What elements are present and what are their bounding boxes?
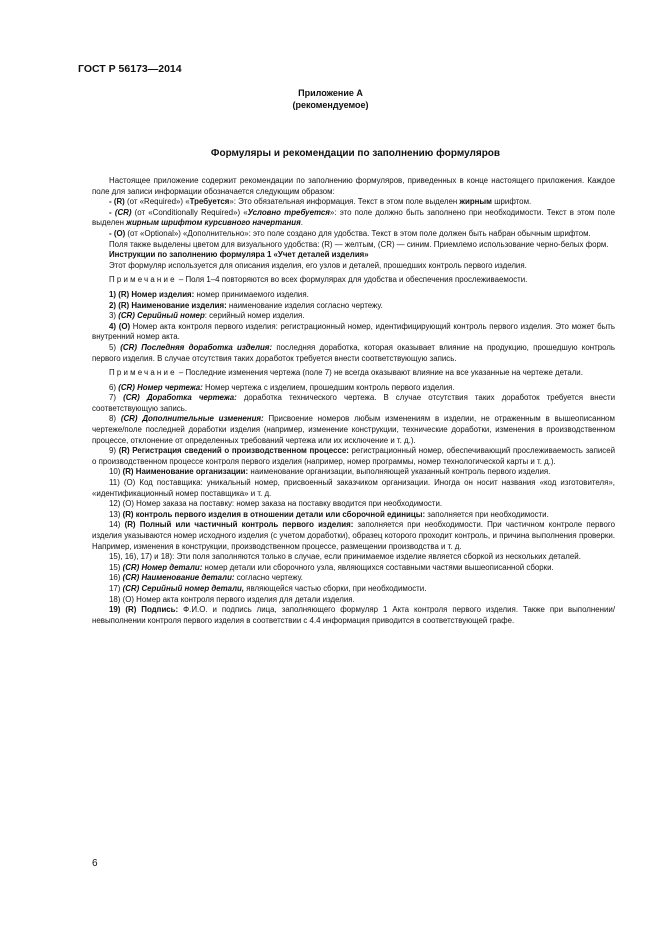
text: номер детали или сборочного узла, являющихся составными частями вышеописанной сборки. [202, 562, 554, 572]
field-code: (R) Полный или частичный контроль первого изделия: [124, 520, 354, 530]
field-code: 4) (O) [109, 321, 131, 331]
field-15 [92, 563, 615, 574]
field-19 [92, 605, 615, 626]
annex-label: Приложение А [298, 88, 363, 98]
text: заполняется при необходимости. При частичном контроле первого изделия указываются номер исходного изделия (с учетом доработки), образец которого проходит контроль, и причина выполнения проверки. Например, изменения в конструкции, производственном процессе, размещении производства и т. д. [92, 520, 615, 551]
text: 7) [109, 393, 124, 403]
legend-conditional [92, 208, 615, 229]
field-12: 12) (O) Номер заказа на поставку: номер заказа на поставку вводится при необходимости. [109, 499, 443, 509]
text: (от «Required») « [124, 197, 190, 207]
text: Номер чертежа с изделием, прошедшим контроль первого изделия. [202, 382, 455, 392]
text: 17) [109, 583, 123, 593]
section-title: Формуляры и рекомендации по заполнению формуляров [210, 148, 501, 159]
legend-optional [92, 229, 615, 240]
bold-word: жирным [459, 197, 493, 207]
text: »: Это обязательная информация. Текст в этом поле выделен [229, 197, 460, 207]
text: – Последние изменения чертежа (поле 7) не всегда оказывают влияние на все указанные на чертеже детали. [176, 368, 583, 378]
form1-description: Этот формуляр используется для описания изделия, его узлов и деталей, прошедших контроль первого изделия. [109, 260, 527, 270]
text: номер принимаемого изделия. [194, 289, 309, 299]
text: доработка технического чертежа. В случае отсутствия таких доработок требуется внести соответствующую запись. [92, 393, 615, 413]
field-code: (CR) Наименование детали: [122, 573, 235, 583]
text: (от «Optional») «Дополнительно»: это поле создано для удобства. Текст в этом поле должен быть набран обычным шрифтом. [125, 228, 591, 238]
text: заполняется при необходимости. [425, 509, 549, 519]
field-code: (CR) Номер чертежа: [118, 382, 203, 392]
text: »: это поле должно быть заполнено при необходимости. Текст в этом поле выделен [92, 207, 616, 228]
field-code: 1) (R) Номер изделия: [109, 289, 195, 299]
text: наименование организации, выполняющей указанный контроль первого изделия. [248, 467, 551, 477]
term-required: Требуется [189, 197, 230, 207]
color-note: Поля также выделены цветом для визуального удобства: (R) — желтым, (CR) — синим. Приемлемо использование черно-белых форм. [109, 239, 609, 249]
note-1 [92, 275, 615, 286]
text: 8) [109, 414, 121, 424]
text: – Поля 1–4 повторяются во всех формулярах для удобства и обеспечения прослеживаемости. [176, 275, 528, 285]
field-9 [92, 446, 615, 467]
field-5 [92, 343, 615, 364]
text: 3) [109, 311, 119, 321]
note-label: Примечание [109, 275, 177, 285]
field-1 [92, 290, 615, 301]
text: 16) [109, 573, 123, 583]
field-code: (CR) Номер детали: [122, 562, 203, 572]
code-cr: - (CR) [109, 207, 132, 217]
page-number: 6 [92, 858, 98, 869]
text: 6) [109, 382, 119, 392]
field-18: 18) (O) Номер акта контроля первого изделия для детали изделия. [109, 594, 355, 604]
code-o: - (O) [109, 228, 126, 238]
legend-required [92, 197, 615, 208]
field-3 [92, 311, 615, 322]
text: регистрационный номер, обеспечивающий прослеживаемость записей о производственном процессе контроля первого изделия (например, номер программы, номер технологической карты и т. д.). [92, 446, 615, 466]
field-code: (CR) Доработка чертежа: [123, 393, 237, 403]
field-11: 11) (O) Код поставщика: уникальный номер, присвоенный заказчиком организации. Иногда он носит названия «код изготовителя», «идентификационный номер поставщика» и т. д. [92, 478, 615, 498]
text: 9) [109, 446, 119, 456]
field-code: (R) Наименование организации: [122, 467, 249, 477]
text: 5) [109, 342, 121, 352]
field-code: (CR) Дополнительные изменения: [120, 414, 264, 424]
bold-italic-words: жирным шрифтом курсивного начертания [126, 218, 301, 228]
field-14 [92, 520, 615, 552]
text: шрифтом. [492, 197, 532, 207]
field-2 [92, 301, 615, 312]
term-conditional: Условно требуется [247, 207, 330, 217]
form1-heading: Инструкции по заполнению формуляра 1 «Учет деталей изделия» [109, 250, 369, 260]
field-8 [92, 414, 615, 446]
text: 10) [109, 467, 123, 477]
field-13 [92, 510, 615, 521]
field-7 [92, 393, 615, 414]
field-10 [92, 467, 615, 478]
note-label: Примечание [109, 368, 177, 378]
text: 14) [109, 520, 125, 530]
field-code: (R) контроль первого изделия в отношении детали или сборочной единицы: [122, 509, 426, 519]
text: . [300, 218, 303, 228]
text: : серийный номер изделия. [204, 311, 305, 321]
code-r: - (R) [109, 197, 125, 207]
field-code: 19) (R) Подпись: [109, 605, 179, 615]
field-code: (CR) Серийный номер [118, 311, 205, 321]
field-16 [92, 573, 615, 584]
note-2 [92, 368, 615, 379]
text: наименование изделия согласно чертежу. [226, 300, 383, 310]
field-code: (CR) Серийный номер детали, [122, 583, 245, 593]
document-number: ГОСТ Р 56173—2014 [78, 63, 182, 75]
field-code: (CR) Последняя доработка изделия: [120, 342, 273, 352]
field-4 [92, 322, 615, 343]
field-17 [92, 584, 615, 595]
text: Ф.И.О. и подпись лица, заполняющего формуляр 1 Акта контроля первого изделия. Также при выполнении/невыполнении контроля первого изделия в соответствии с 4.4 информация приводится в соответствующей графе. [92, 605, 616, 625]
fields-15-18-note: 15), 16), 17) и 18): Эти поля заполняются только в случае, если принимаемое изделие является сборкой из нескольких деталей. [109, 552, 581, 562]
text: последняя доработка, которая оказывает влияние на продукцию, прошедшую контроль первого изделия. В случае отсутствия таких доработок требуется внести соответствующую запись. [92, 342, 616, 363]
text: согласно чертежу. [234, 573, 303, 583]
annex-status: (рекомендуемое) [292, 100, 369, 110]
document-body [92, 176, 615, 626]
field-code: (R) Регистрация сведений о производственном процессе: [118, 446, 349, 456]
field-code: 2) (R) Наименование изделия: [109, 300, 227, 310]
intro-paragraph: Настоящее приложение содержит рекомендации по заполнению формуляров, приведенных в конце настоящего приложения. Каждое поле для записи информации обозначается следующим образом: [92, 176, 615, 196]
text: Присвоение номеров любым изменениям в изделии, не отраженным в вышеописанном чертеже/поле последней доработки изделия (например, изменение конструкции, технические доработки, изменения в производственном процессе, отклонение от определенных требований чертежа или их исключение и т. д.). [92, 414, 615, 445]
text: Номер акта контроля первого изделия: регистрационный номер, идентифицирующий контроль первого изделия. Это может быть внутренний номер акта. [92, 321, 615, 342]
text: 13) [109, 509, 123, 519]
text: являющейся частью сборки, при необходимости. [244, 583, 427, 593]
field-6 [92, 383, 615, 394]
text: (от «Conditionally Required») « [131, 207, 248, 217]
text: 15) [109, 562, 123, 572]
